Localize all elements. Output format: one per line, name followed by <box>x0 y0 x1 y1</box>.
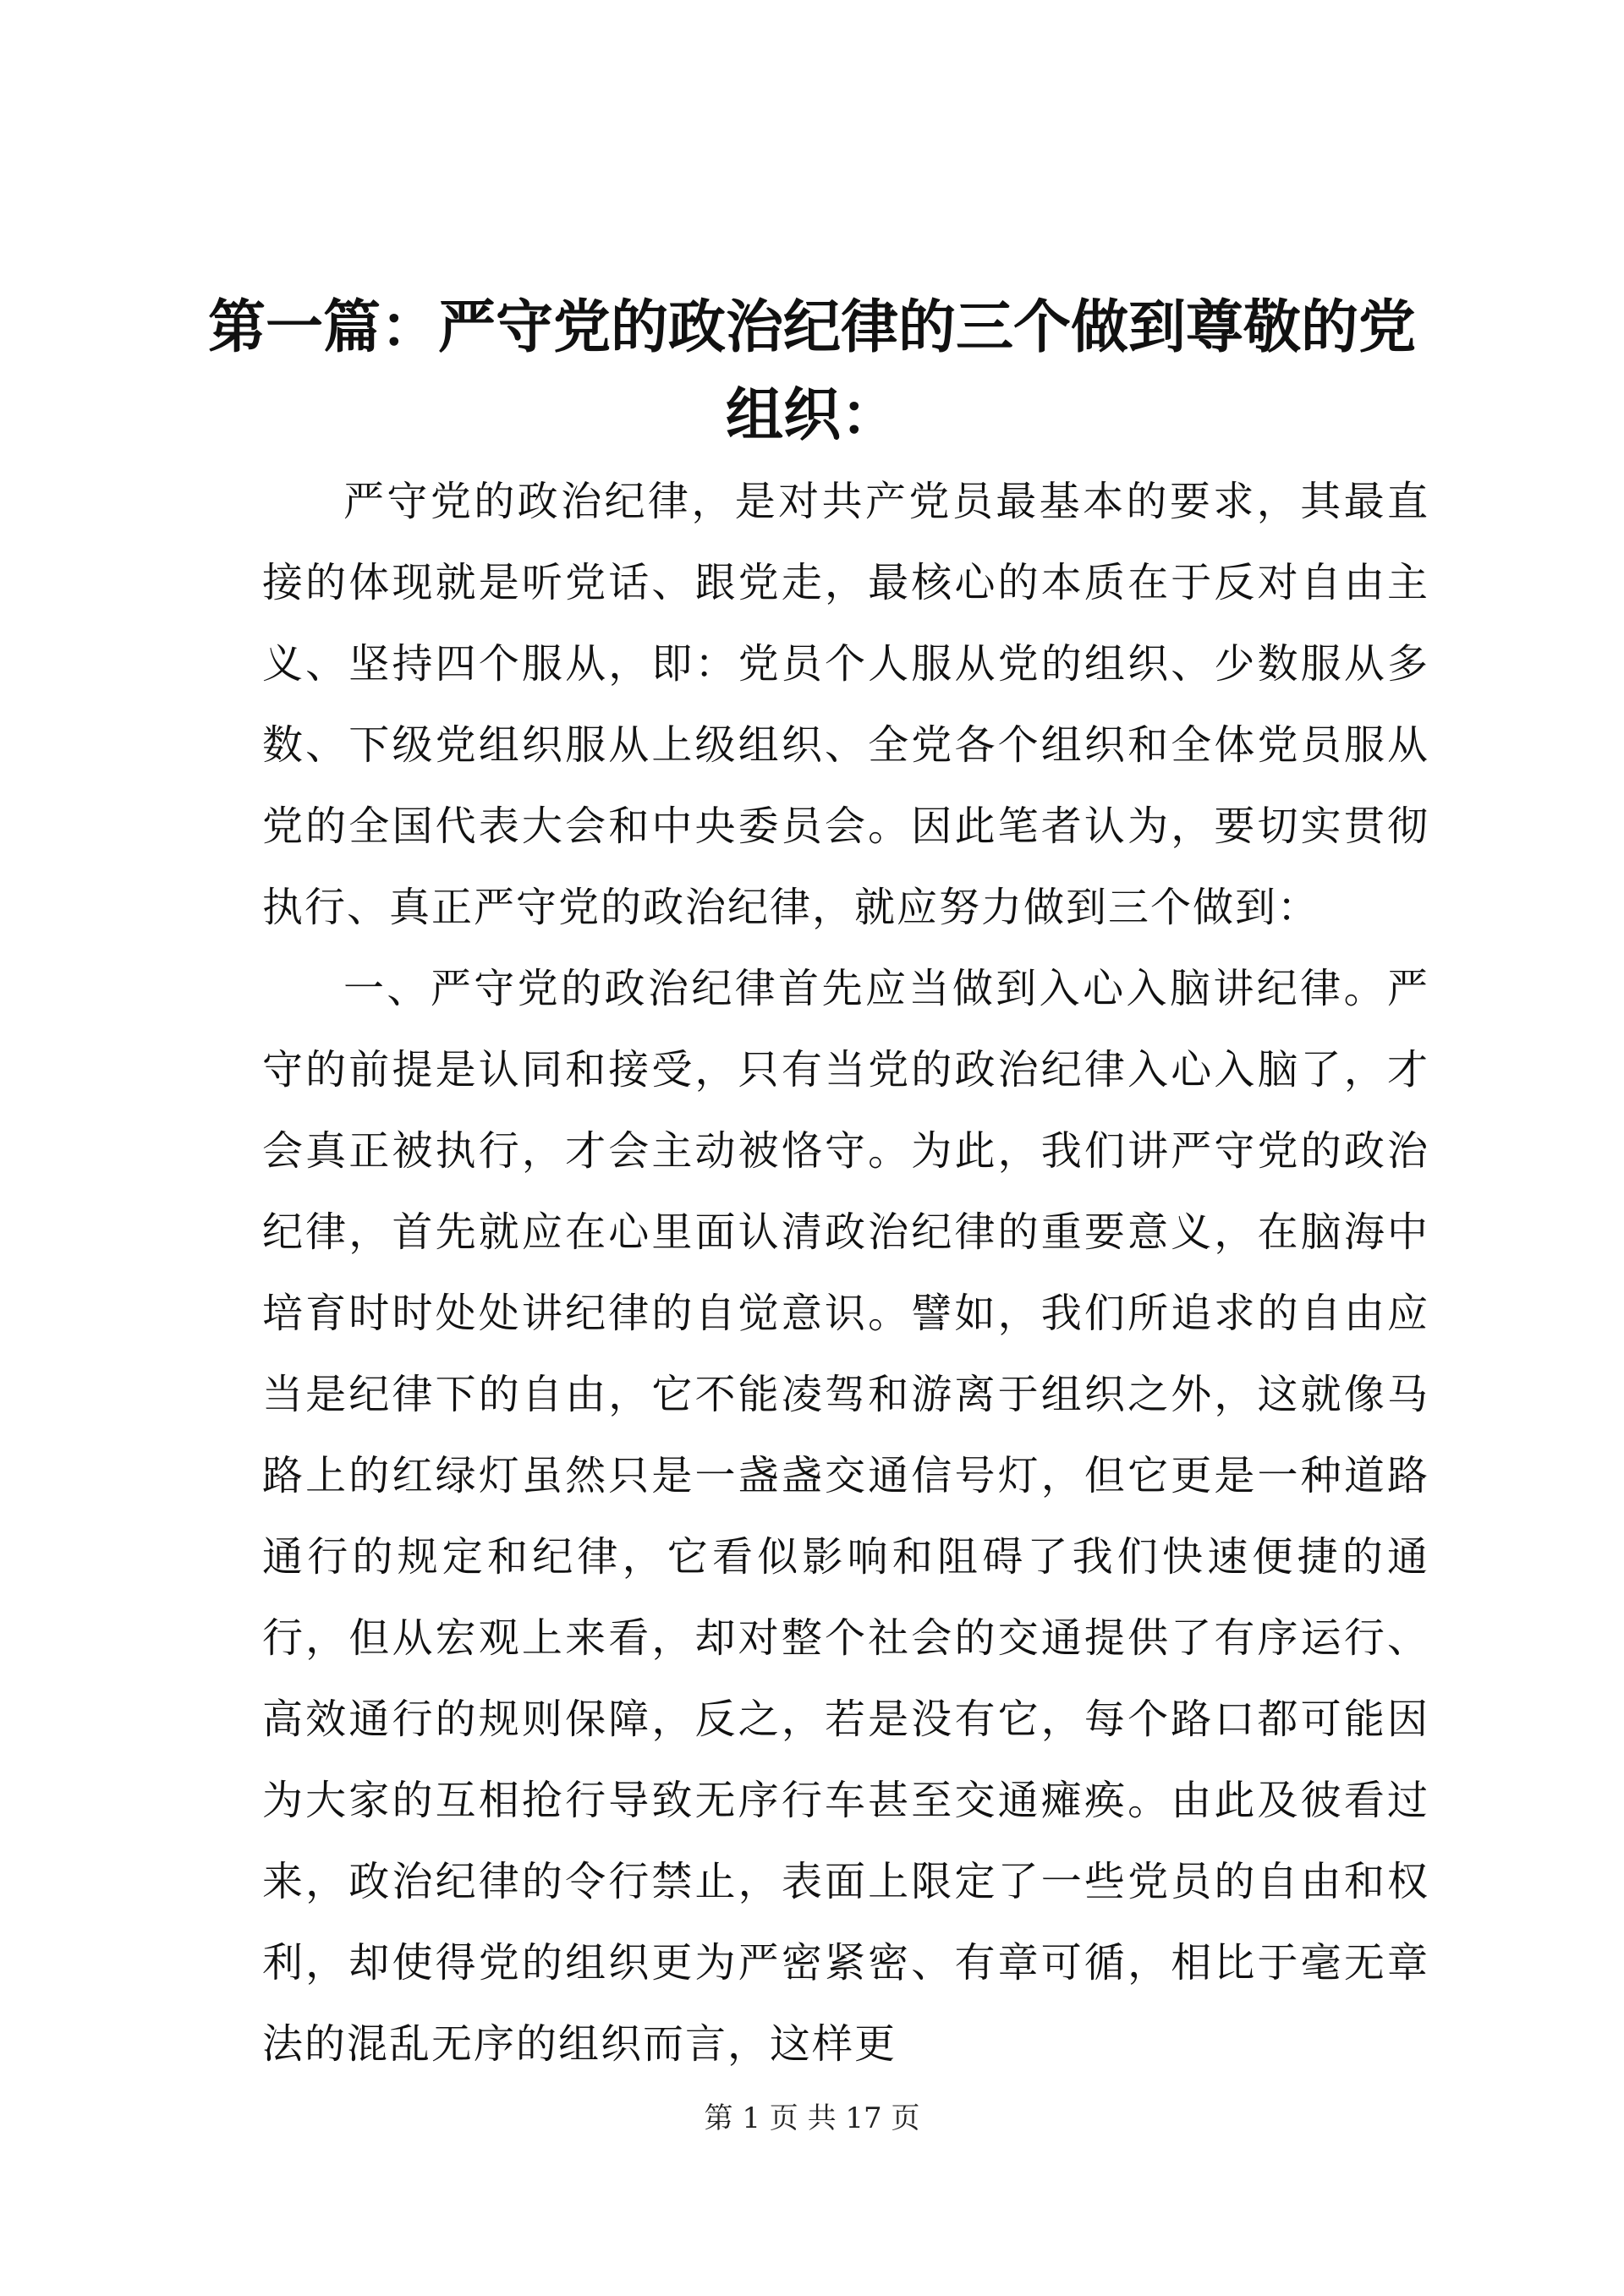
document-body <box>262 461 1429 2085</box>
page-footer: 第 1 页 共 17 页 <box>704 2101 920 2135</box>
document-title: 第一篇：严守党的政治纪律的三个做到尊敬的党组织： <box>207 293 1416 449</box>
paragraph-2: 一、严守党的政治纪律首先应当做到入心入脑讲纪律。严守的前提是认同和接受，只有当党的政治纪律入心入脑了，才会真正被执行，才会主动被恪守。为此，我们讲严守党的政治纪律，首先就应在心里面认清政治纪律的重要意义，在脑海中培育时时处处讲纪律的自觉意识。譬如，我们所追求的自由应当是纪律下的自由，它不能凌驾和游离于组织之外，这就像马路上的红绿灯虽然只是一盏盏交通信号灯，但它更是一种道路通行的规定和纪律，它看似影响和阻碍了我们快速便捷的通行，但从宏观上来看，却对整个社会的交通提供了有序运行、高效通行的规则保障，反之，若是没有它，每个路口都可能因为大家的互相抢行导致无序行车甚至交通瘫痪。由此及彼看过来，政治纪律的令行禁止，表面上限定了一些党员的自由和权利，却使得党的组织更为严密紧密、有章可循，相比于毫无章法的混乱无序的组织而言，这样更 <box>262 965 1429 2068</box>
paragraph-1: 严守党的政治纪律，是对共产党员最基本的要求，其最直接的体现就是听党话、跟党走，最核心的本质在于反对自由主义、坚持四个服从，即：党员个人服从党的组织、少数服从多数、下级党组织服从上级组织、全党各个组织和全体党员服从党的全国代表大会和中央委员会。因此笔者认为，要切实贯彻执行、真正严守党的政治纪律，就应努力做到三个做到： <box>262 478 1429 931</box>
